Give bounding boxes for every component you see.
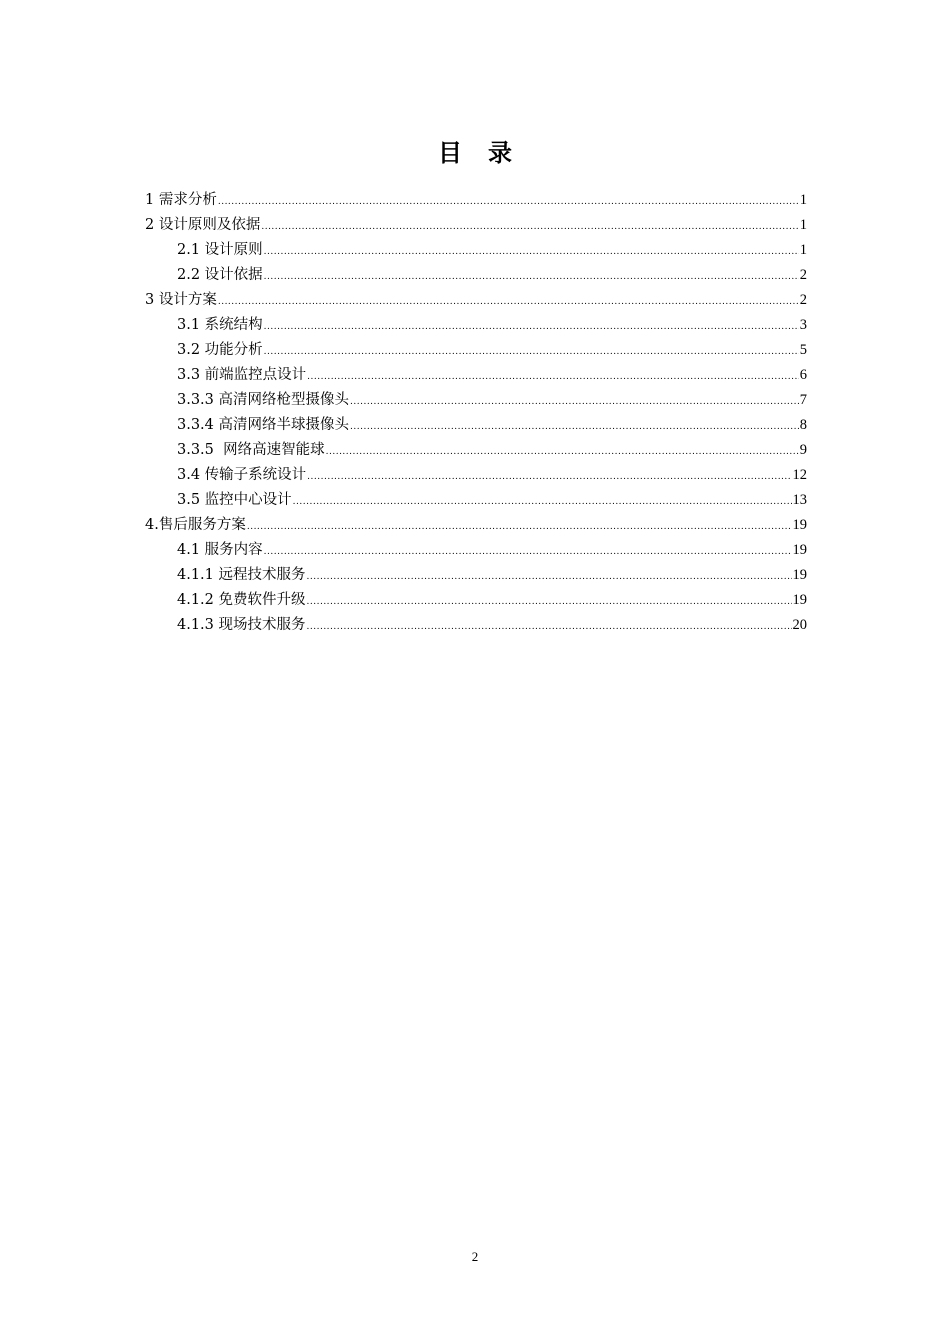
toc-leader-dots bbox=[218, 290, 799, 315]
toc-entry-label: 3.3.3 高清网络枪型摄像头 bbox=[177, 392, 350, 408]
toc-leader-dots bbox=[307, 565, 792, 590]
toc-leader-dots bbox=[350, 415, 799, 440]
toc-entry-page: 19 bbox=[792, 542, 807, 558]
toc-leader-dots bbox=[307, 365, 799, 390]
toc-entry-page: 6 bbox=[799, 367, 807, 383]
toc-entry[interactable] bbox=[145, 288, 807, 313]
toc-entry[interactable] bbox=[145, 513, 807, 538]
toc-entry[interactable] bbox=[145, 588, 807, 613]
toc-entry-label: 2.2 设计依据 bbox=[177, 267, 263, 283]
toc-entry-page: 5 bbox=[799, 342, 807, 358]
toc-entry-label: 3 设计方案 bbox=[145, 292, 217, 308]
toc-leader-dots bbox=[293, 490, 792, 515]
toc-entry-page: 3 bbox=[799, 317, 807, 333]
toc-entry-page: 2 bbox=[799, 267, 807, 283]
toc-entry-label: 2 设计原则及依据 bbox=[145, 217, 261, 233]
toc-entry-page: 1 bbox=[799, 217, 807, 233]
table-of-contents bbox=[145, 188, 807, 638]
toc-entry[interactable] bbox=[145, 413, 807, 438]
toc-entry-label: 2.1 设计原则 bbox=[177, 242, 263, 258]
toc-entry-label: 3.2 功能分析 bbox=[177, 342, 263, 358]
toc-leader-dots bbox=[264, 315, 799, 340]
toc-entry-page: 19 bbox=[792, 517, 807, 533]
toc-entry[interactable] bbox=[145, 363, 807, 388]
toc-entry[interactable] bbox=[145, 438, 807, 463]
toc-leader-dots bbox=[326, 440, 799, 465]
toc-entry-label: 4.1.2 免费软件升级 bbox=[177, 592, 306, 608]
toc-entry-page: 19 bbox=[792, 567, 807, 583]
toc-entry[interactable] bbox=[145, 188, 807, 213]
toc-leader-dots bbox=[247, 515, 792, 540]
toc-entry-label: 1 需求分析 bbox=[145, 192, 217, 208]
page-number: 2 bbox=[471, 1249, 479, 1264]
toc-entry[interactable] bbox=[145, 388, 807, 413]
toc-title-char-2: 录 bbox=[488, 138, 512, 167]
toc-entry-label: 4.1.3 现场技术服务 bbox=[177, 617, 306, 633]
toc-entry-label: 4.1 服务内容 bbox=[177, 542, 263, 558]
toc-entry[interactable] bbox=[145, 613, 807, 638]
toc-leader-dots bbox=[350, 390, 799, 415]
toc-entry-label: 3.3.5 网络高速智能球 bbox=[177, 442, 325, 458]
toc-entry-page: 20 bbox=[792, 617, 807, 633]
toc-entry-label: 4.1.1 远程技术服务 bbox=[177, 567, 306, 583]
toc-leader-dots bbox=[307, 590, 792, 615]
toc-entry-label: 4.售后服务方案 bbox=[145, 517, 246, 533]
toc-leader-dots bbox=[261, 215, 798, 240]
toc-entry-label: 3.3 前端监控点设计 bbox=[177, 367, 307, 383]
toc-entry[interactable] bbox=[145, 238, 807, 263]
toc-leader-dots bbox=[264, 265, 799, 290]
toc-leader-dots bbox=[307, 465, 791, 490]
toc-entry-label: 3.4 传输子系统设计 bbox=[177, 467, 307, 483]
toc-entry-page: 8 bbox=[799, 417, 807, 433]
toc-entry[interactable] bbox=[145, 263, 807, 288]
toc-entry-page: 2 bbox=[799, 292, 807, 308]
toc-entry-page: 1 bbox=[799, 242, 807, 258]
toc-entry[interactable] bbox=[145, 463, 807, 488]
toc-entry[interactable] bbox=[145, 538, 807, 563]
toc-entry[interactable] bbox=[145, 313, 807, 338]
toc-entry[interactable] bbox=[145, 563, 807, 588]
toc-leader-dots bbox=[307, 615, 792, 640]
toc-entry-label: 3.3.4 高清网络半球摄像头 bbox=[177, 417, 350, 433]
toc-entry-page: 9 bbox=[799, 442, 807, 458]
toc-entry-label: 3.5 监控中心设计 bbox=[177, 492, 292, 508]
toc-entry-page: 12 bbox=[792, 467, 807, 483]
toc-entry-page: 1 bbox=[799, 192, 807, 208]
toc-leader-dots bbox=[264, 340, 799, 365]
toc-entry-page: 13 bbox=[792, 492, 807, 508]
toc-leader-dots bbox=[264, 540, 792, 565]
toc-entry-page: 7 bbox=[799, 392, 807, 408]
toc-leader-dots bbox=[218, 190, 799, 215]
toc-entry[interactable] bbox=[145, 488, 807, 513]
toc-entry-label: 3.1 系统结构 bbox=[177, 317, 263, 333]
toc-leader-dots bbox=[264, 240, 799, 265]
toc-entry[interactable] bbox=[145, 338, 807, 363]
toc-title-char-1: 目 bbox=[438, 138, 462, 167]
toc-entry-page: 19 bbox=[792, 592, 807, 608]
toc-title bbox=[0, 133, 950, 168]
toc-entry[interactable] bbox=[145, 213, 807, 238]
